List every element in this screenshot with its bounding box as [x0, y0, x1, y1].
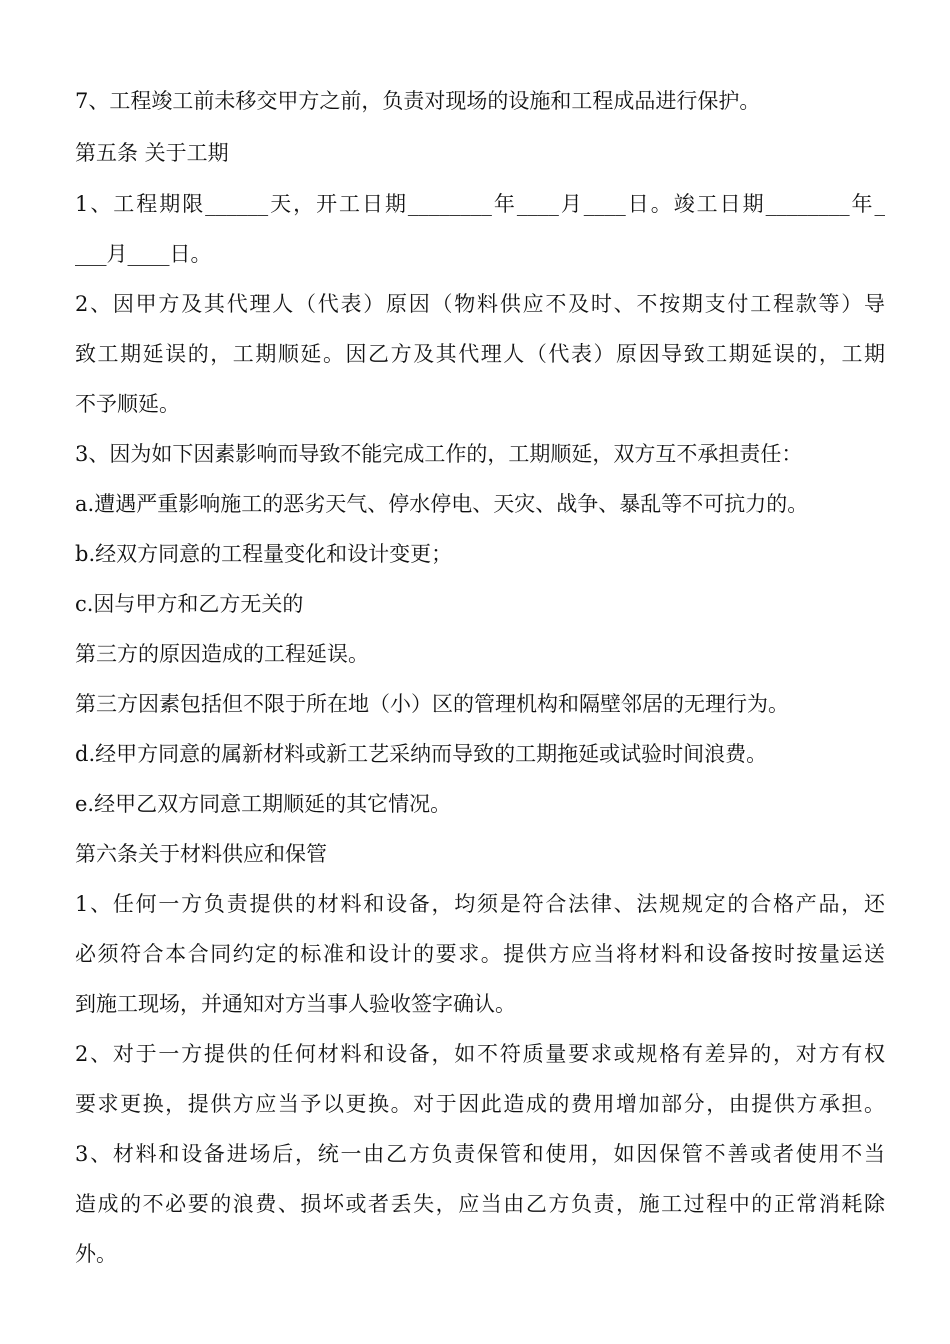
section-heading-5: 第五条 关于工期: [75, 141, 229, 165]
text-line-23: 造成的不必要的浪费、损坏或者丢失，应当由乙方负责，施工过程中的正常消耗除: [75, 1192, 885, 1216]
text-line-9: a.遭遇严重影响施工的恶劣天气、停水停电、天灾、战争、暴乱等不可抗力的。: [75, 492, 809, 516]
text-line-21: 要求更换，提供方应当予以更换。对于因此造成的费用增加部分，由提供方承担。: [75, 1092, 885, 1116]
text-line-17: 1、任何一方负责提供的材料和设备，均须是符合法律、法规规定的合格产品，还: [75, 892, 885, 916]
text-line-20: 2、对于一方提供的任何材料和设备，如不符质量要求或规格有差异的，对方有权: [75, 1042, 885, 1066]
text-line-22: 3、材料和设备进场后，统一由乙方负责保管和使用，如因保管不善或者使用不当: [75, 1142, 885, 1166]
text-line-11: c.因与甲方和乙方无关的: [75, 592, 304, 616]
text-line-1: 7、工程竣工前未移交甲方之前，负责对现场的设施和工程成品进行保护。: [75, 89, 761, 113]
section-heading-6: 第六条关于材料供应和保管: [75, 842, 327, 866]
text-line-8: 3、因为如下因素影响而导致不能完成工作的，工期顺延，双方互不承担责任：: [75, 442, 803, 466]
text-line-14: d.经甲方同意的属新材料或新工艺采纳而导致的工期拖延或试验时间浪费。: [75, 742, 768, 766]
text-line-15: e.经甲乙双方同意工期顺延的其它情况。: [75, 792, 452, 816]
text-line-24: 外。: [75, 1242, 117, 1266]
text-line-6: 致工期延误的，工期顺延。因乙方及其代理人（代表）原因导致工期延误的，工期: [75, 342, 885, 366]
text-line-12: 第三方的原因造成的工程延误。: [75, 642, 369, 666]
text-line-7: 不予顺延。: [75, 392, 180, 416]
text-line-3: 1、工程期限______天，开工日期________年____月____日。竣工日期________年_: [75, 192, 885, 216]
text-line-5: 2、因甲方及其代理人（代表）原因（物料供应不及时、不按期支付工程款等）导: [75, 292, 885, 316]
text-line-10: b.经双方同意的工程量变化和设计变更；: [75, 542, 453, 566]
text-line-19: 到施工现场，并通知对方当事人验收签字确认。: [75, 992, 516, 1016]
text-line-18: 必须符合本合同约定的标准和设计的要求。提供方应当将材料和设备按时按量运送: [75, 942, 885, 966]
text-line-4: ___月____日。: [75, 242, 212, 266]
text-line-13: 第三方因素包括但不限于所在地（小）区的管理机构和隔壁邻居的无理行为。: [75, 692, 789, 716]
